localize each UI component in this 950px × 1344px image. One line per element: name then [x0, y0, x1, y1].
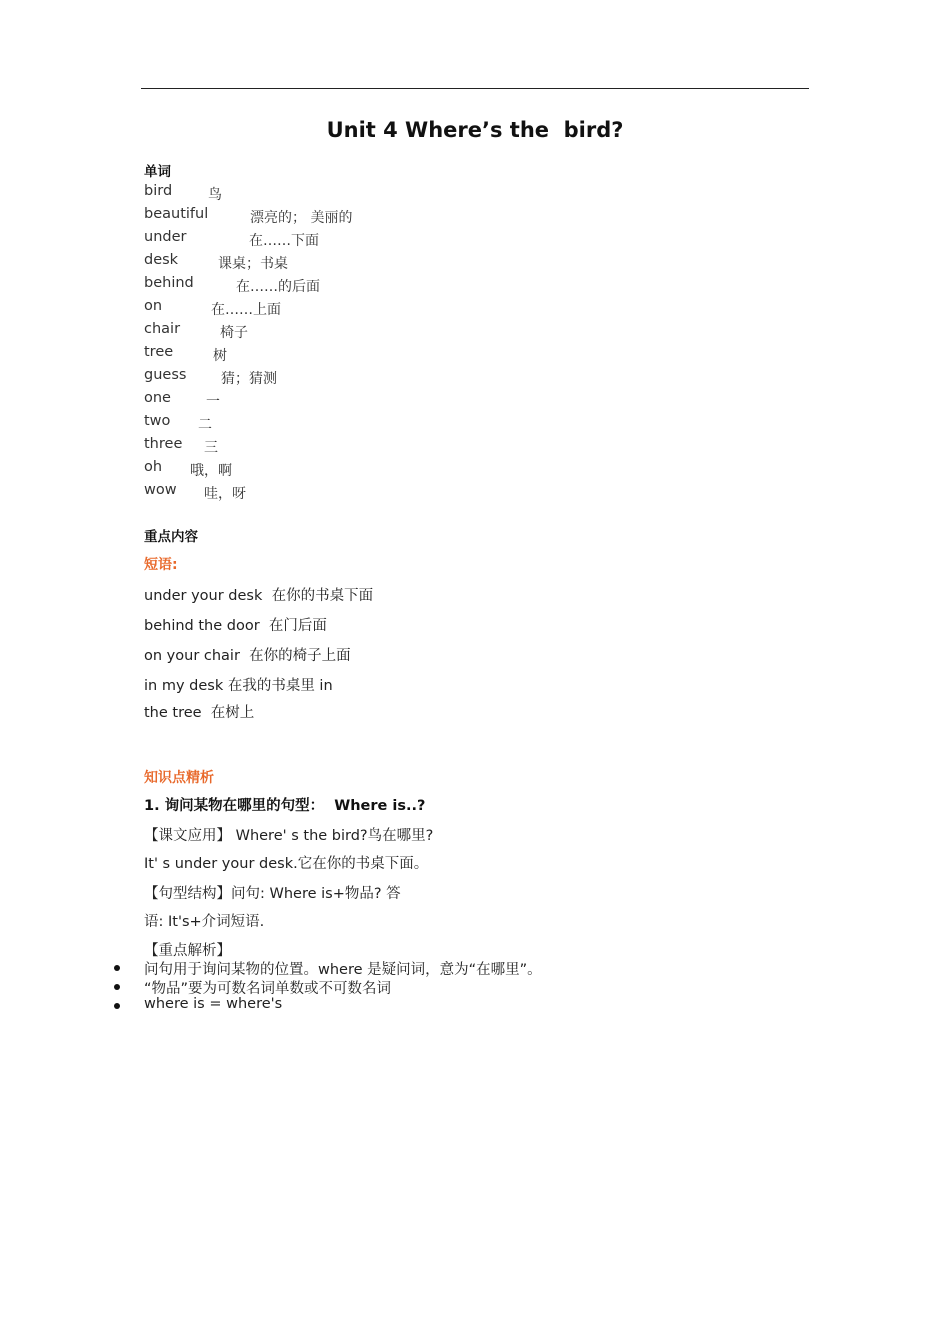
vocab-meaning: 漂亮的； 美丽的 [250, 210, 353, 226]
vocab-meaning: 鸟 [208, 187, 222, 203]
vocab-meaning: 在……的后面 [236, 279, 320, 295]
bullet-item: “物品”要为可数名词单数或不可数名词 [144, 981, 392, 997]
vocab-meaning: 在……上面 [211, 302, 281, 318]
text-line: 语: It's+介词短语. [144, 914, 265, 930]
vocab-word: beautiful [144, 206, 209, 222]
phrase-line: behind the door 在门后面 [144, 618, 327, 634]
text-line: 【重点解析】 [144, 943, 231, 959]
vocab-word: two [144, 413, 171, 429]
vocab-word: bird [144, 183, 173, 199]
vocab-word: guess [144, 367, 187, 383]
vocab-word: on [144, 298, 163, 314]
text-line: It' s under your desk.它在你的书桌下面。 [144, 856, 429, 872]
vocab-word: behind [144, 275, 194, 291]
text-line: 【课文应用】 Where' s the bird?鸟在哪里? [144, 828, 434, 844]
phrase-line: in my desk 在我的书桌里 in [144, 678, 333, 694]
point-title: 1. 询问某物在哪里的句型： Where is..? [144, 798, 426, 814]
bullet-item: 问句用于询问某物的位置。where 是疑问词，意为“在哪里”。 [144, 962, 542, 978]
vocab-word: wow [144, 482, 177, 498]
bullet-item: where is = where's [144, 996, 283, 1012]
vocab-heading: 单词 [144, 164, 171, 180]
vocab-meaning: 课桌；书桌 [218, 256, 288, 272]
vocab-meaning: 树 [213, 348, 227, 364]
knowledge-heading: 知识点精析 [144, 770, 214, 786]
vocab-meaning: 二 [198, 417, 212, 433]
bullet-icon [114, 1003, 120, 1009]
vocab-word: chair [144, 321, 181, 337]
vocab-meaning: 在……下面 [249, 233, 319, 249]
vocab-word: desk [144, 252, 179, 268]
vocab-word: under [144, 229, 187, 245]
phrase-line: under your desk 在你的书桌下面 [144, 588, 374, 604]
bullet-icon [114, 984, 120, 990]
vocab-meaning: 猜；猜测 [221, 371, 277, 387]
phrases-label: 短语: [144, 557, 178, 573]
vocab-word: one [144, 390, 171, 406]
page-title: Unit 4 Where’s the bird? [326, 118, 624, 142]
key-content-heading: 重点内容 [144, 529, 198, 545]
top-rule [141, 88, 809, 89]
bullet-icon [114, 965, 120, 971]
vocab-meaning: 一 [206, 394, 220, 410]
vocab-meaning: 哇，呀 [204, 486, 246, 502]
text-line: 【句型结构】问句: Where is+物品? 答 [144, 886, 401, 902]
vocab-word: tree [144, 344, 174, 360]
vocab-meaning: 椅子 [220, 325, 248, 341]
phrase-line: on your chair 在你的椅子上面 [144, 648, 351, 664]
phrase-line: the tree 在树上 [144, 705, 255, 721]
vocab-word: three [144, 436, 183, 452]
vocab-meaning: 哦，啊 [190, 463, 232, 479]
vocab-meaning: 三 [204, 440, 218, 456]
vocab-word: oh [144, 459, 163, 475]
